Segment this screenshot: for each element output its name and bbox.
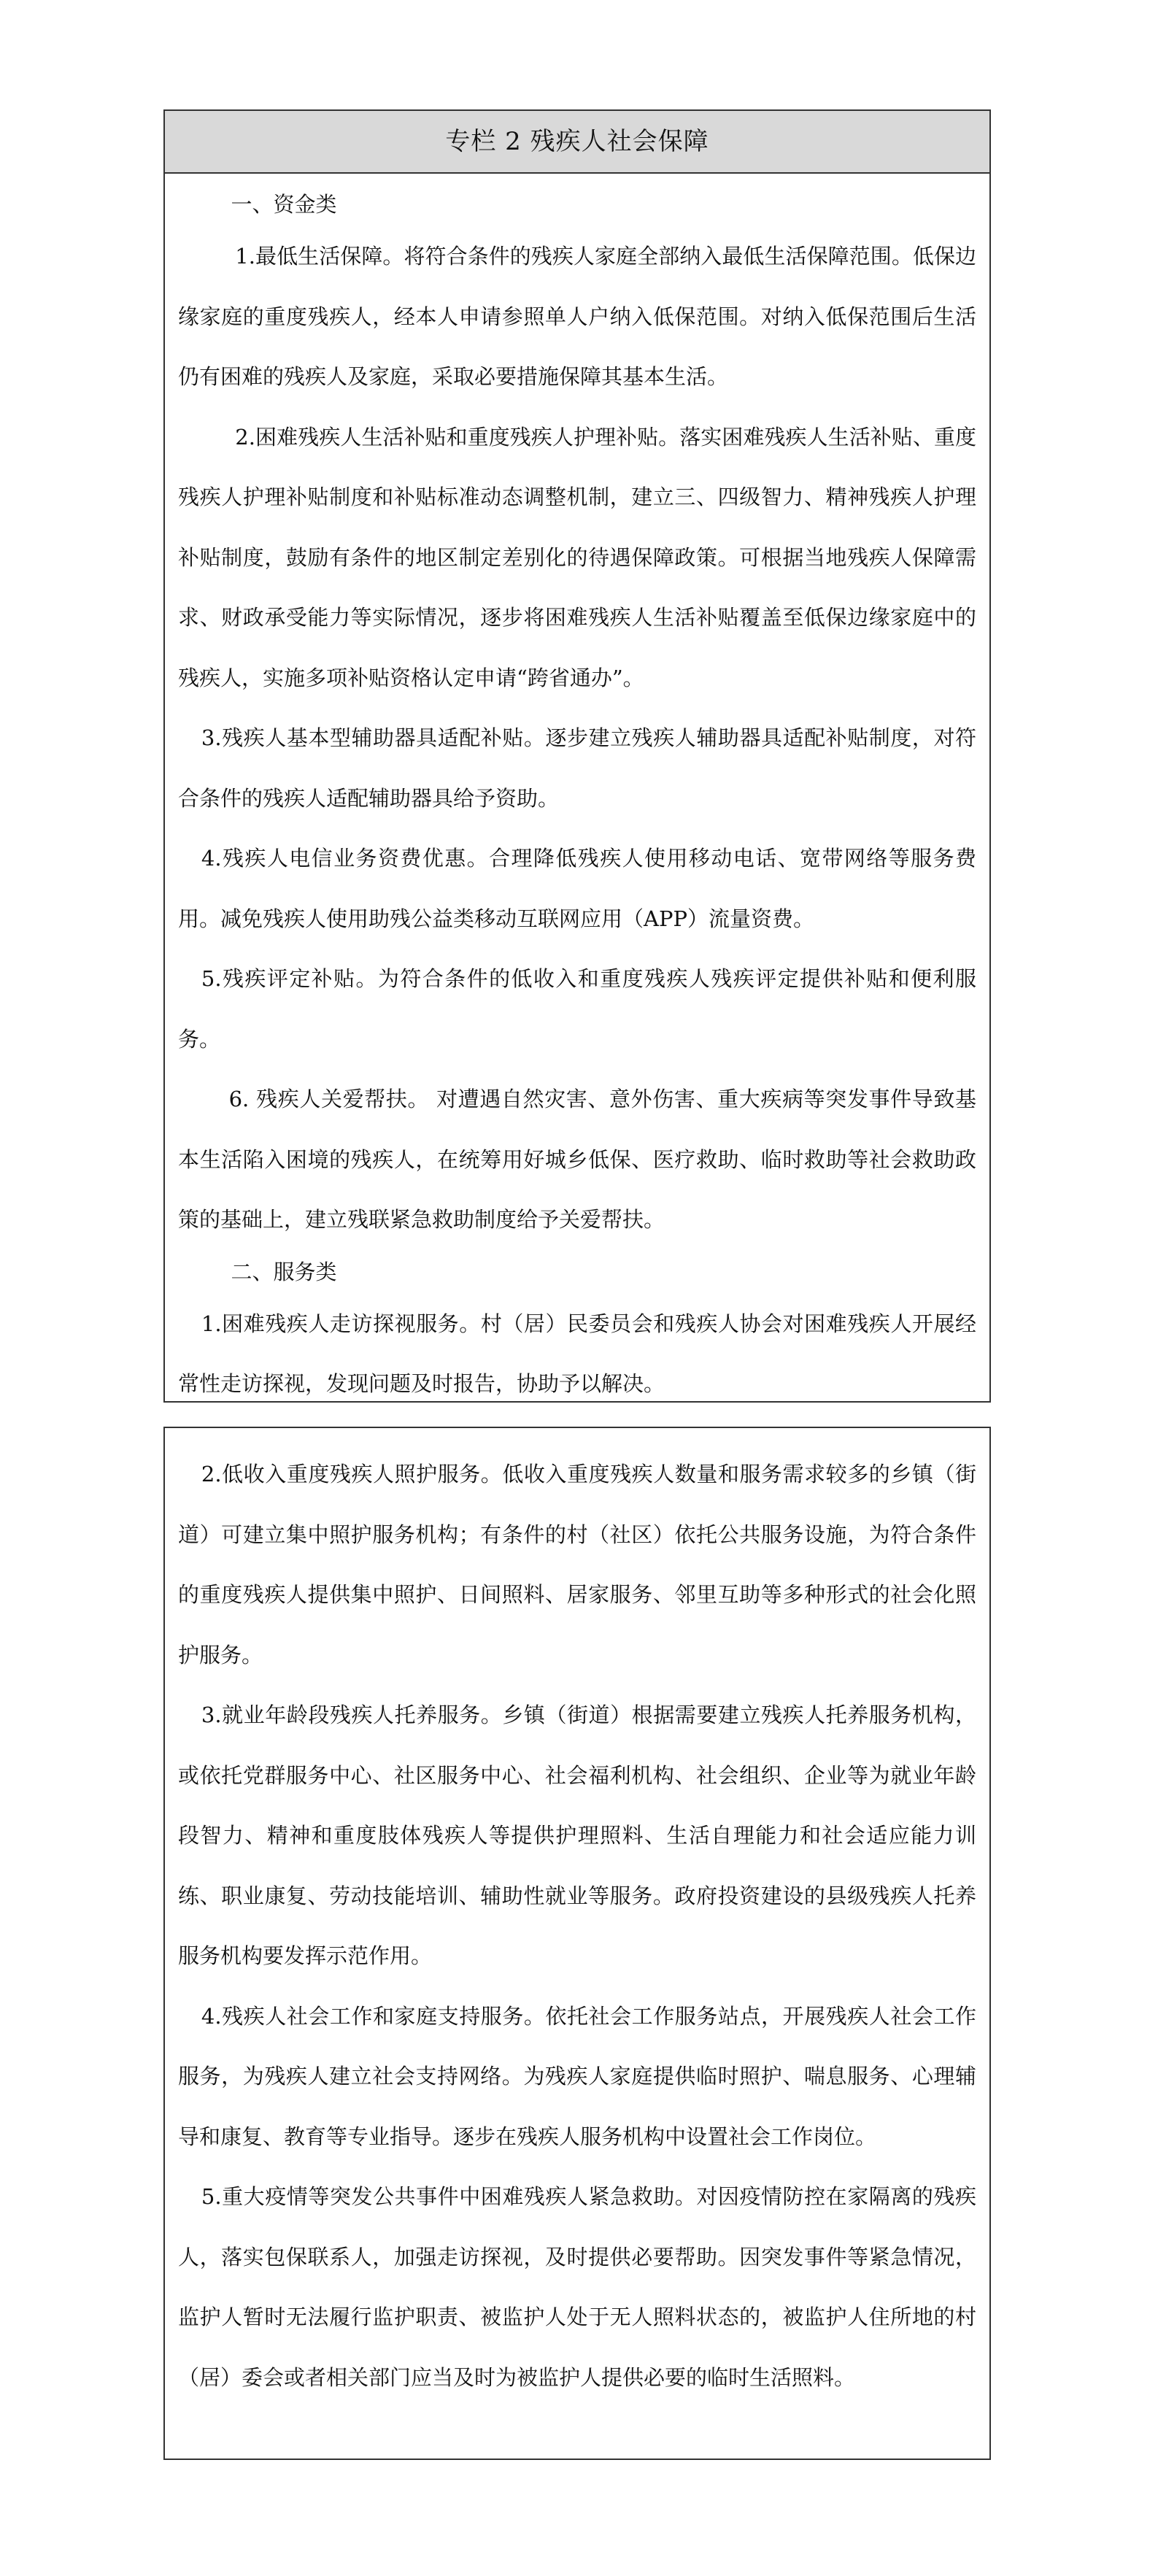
- section-heading-services: 二、服务类: [231, 1259, 337, 1284]
- section-heading-funding: 一、资金类: [231, 192, 337, 217]
- service-item-4: 4.残疾人社会工作和家庭支持服务。依托社会工作服务站点，开展残疾人社会工作服务，为残疾人建立社会支持网络。为残疾人家庭提供临时照护、喘息服务、心理辅导和康复、教育等专业指导。逐步在残疾人服务机构中设置社会工作岗位。: [178, 2003, 976, 2149]
- funding-item-1: 1.最低生活保障。将符合条件的残疾人家庭全部纳入最低生活保障范围。低保边缘家庭的重度残疾人，经本人申请参照单人户纳入低保范围。对纳入低保范围后生活仍有困难的残疾人及家庭，采取必要措施保障其基本生活。: [178, 244, 976, 389]
- service-item-2: 2.低收入重度残疾人照护服务。低收入重度残疾人数量和服务需求较多的乡镇（街道）可建立集中照护服务机构；有条件的村（社区）依托公共服务设施，为符合条件的重度残疾人提供集中照护、日间照料、居家服务、邻里互助等多种形式的社会化照护服务。: [178, 1462, 976, 1667]
- funding-item-6: 6. 残疾人关爱帮扶。 对遭遇自然灾害、意外伤害、重大疾病等突发事件导致基本生活陷入困境的残疾人，在统筹用好城乡低保、医疗救助、临时救助等社会救助政策的基础上，建立残联紧急救助制度给予关爱帮扶。: [178, 1087, 976, 1232]
- service-item-1: 1.困难残疾人走访探视服务。村（居）民委员会和残疾人协会对困难残疾人开展经常性走访探视，发现问题及时报告，协助予以解决。: [178, 1311, 976, 1396]
- social-security-box-part1: [163, 109, 991, 1403]
- social-security-box-part2: [163, 1427, 991, 2460]
- service-item-5: 5.重大疫情等突发公共事件中困难残疾人紧急救助。对因疫情防控在家隔离的残疾人，落实包保联系人，加强走访探视，及时提供必要帮助。因突发事件等紧急情况，监护人暂时无法履行监护职责、被监护人处于无人照料状态的，被监护人住所地的村（居）委会或者相关部门应当及时为被监护人提供必要的临时生活照料。: [178, 2184, 976, 2390]
- funding-item-5: 5.残疾评定补贴。为符合条件的低收入和重度残疾人残疾评定提供补贴和便利服务。: [178, 966, 976, 1052]
- funding-item-3: 3.残疾人基本型辅助器具适配补贴。逐步建立残疾人辅助器具适配补贴制度，对符合条件的残疾人适配辅助器具给予资助。: [178, 725, 976, 811]
- box-content: [165, 174, 989, 1414]
- service-item-3: 3.就业年龄段残疾人托养服务。乡镇（街道）根据需要建立残疾人托养服务机构，或依托党群服务中心、社区服务中心、社会福利机构、社会组织、企业等为就业年龄段智力、精神和重度肢体残疾人等提供护理照料、生活自理能力和社会适应能力训练、职业康复、劳动技能培训、辅助性就业等服务。政府投资建设的县级残疾人托养服务机构要发挥示范作用。: [178, 1702, 976, 1968]
- box-title: 专栏 2 残疾人社会保障: [165, 111, 989, 174]
- box-content: [165, 1428, 989, 2407]
- funding-item-4: 4.残疾人电信业务资费优惠。合理降低残疾人使用移动电话、宽带网络等服务费用。减免残疾人使用助残公益类移动互联网应用（APP）流量资费。: [178, 846, 976, 931]
- funding-item-2: 2.困难残疾人生活补贴和重度残疾人护理补贴。落实困难残疾人生活补贴、重度残疾人护理补贴制度和补贴标准动态调整机制，建立三、四级智力、精神残疾人护理补贴制度，鼓励有条件的地区制定差别化的待遇保障政策。可根据当地残疾人保障需求、财政承受能力等实际情况，逐步将困难残疾人生活补贴覆盖至低保边缘家庭中的残疾人，实施多项补贴资格认定申请“跨省通办”。: [178, 424, 976, 690]
